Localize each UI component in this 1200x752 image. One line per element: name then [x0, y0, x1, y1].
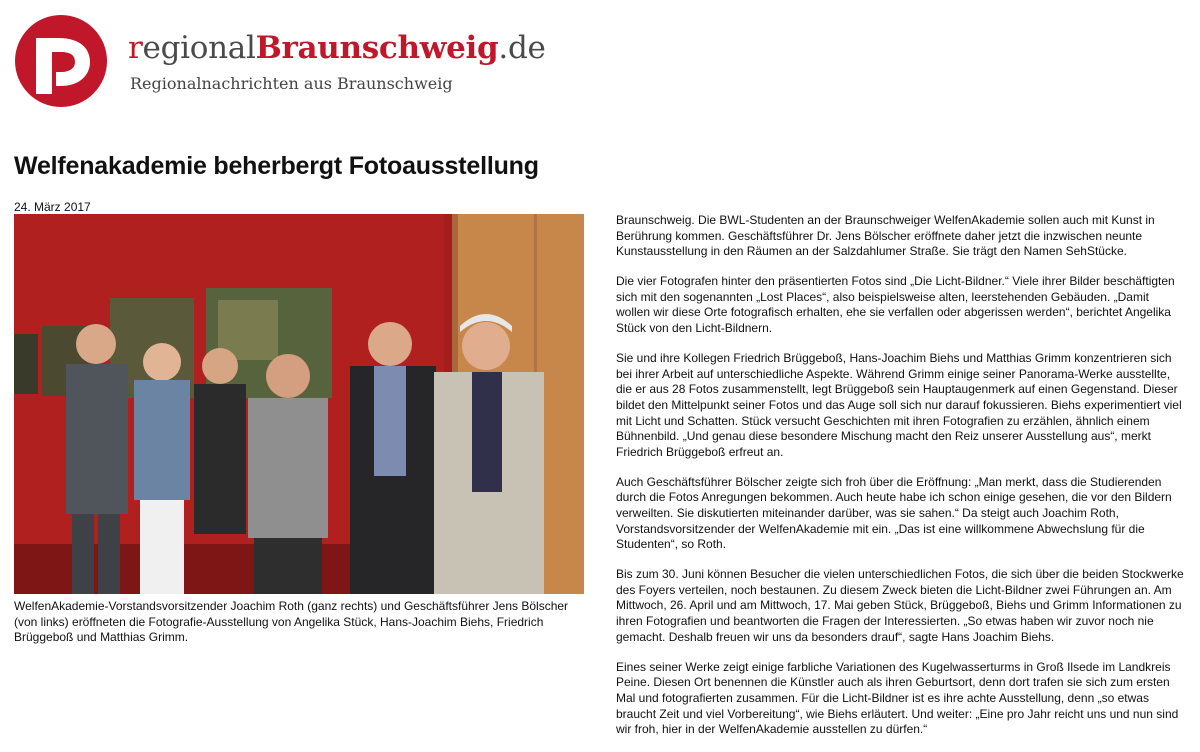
article-paragraph: Die vier Fotografen hinter den präsentierten Fotos sind „Die Licht-Bildner.“ Viele ihrer Bilder beschäftigten sich mit den sogenannten „Lost Places“, also beispielsweise alten, leerstehenden Gebäuden. „Damit wollen wir diese Orte fotografisch erhalten, ehe sie verfallen oder abgerissen werden“, berichtet Angelika Stück von den Licht-Bildnern. [616, 274, 1175, 336]
p-logo-icon[interactable] [14, 14, 108, 108]
group-photo-icon [14, 214, 584, 594]
article-paragraph: Eines seiner Werke zeigt einige farbliche Variationen des Kugelwasserturms in Groß Ilsede im Landkreis Peine. Diesen Ort benennen die Künstler auch als ihren Geburtsort, denn dort trafen sie sich zum ersten Mal und fotografierten zusammen. Für die Licht-Bildner ist es ihre achte Ausstellung, denn „so etwas braucht Zeit und viel Vorbereitung“, wie Biehs erläutert. Und weiter: „Eine pro Jahr reicht uns und nun sind wir froh, hier in der WelfenAkademie ausstellen zu dürfen.“ [616, 659, 1179, 737]
article-body [616, 213, 1186, 752]
site-tagline: Regionalnachrichten aus Braunschweig [130, 74, 453, 93]
brand-prefix: r [128, 30, 143, 66]
brand-tld: .de [498, 30, 546, 66]
article-paragraph: Braunschweig. Die BWL-Studenten an der Braunschweiger WelfenAkademie sollen auch mit Kunst in Berührung kommen. Geschäftsführer Dr. Jens Bölscher eröffnete daher jetzt die inzwischen neunte Kunstausstellung in den Räumen an der Salzdahlumer Straße. Sie trägt den Namen SehStücke. [616, 213, 1155, 259]
site-brand-name[interactable] [128, 30, 546, 66]
article-paragraph: Sie und ihre Kollegen Friedrich Brüggeboß, Hans-Joachim Biehs und Matthias Grimm konzentrieren sich bei ihrer Arbeit auf unterschiedliche Aspekte. Während Grimm einige seiner Panorama-Werke ausstellte, die er aus 28 Fotos zusammenstellt, legt Brüggeboß sein Hauptaugenmerk auf einen Gegenstand. Dieser bildet den Mittelpunkt seiner Fotos und das Auge soll sich nur darauf fokussieren. Biehs experimentiert viel mit Licht und Schatten. Stück versucht Geschichten mit ihren Fotografien zu erzählen, ähnlich einem Bühnenbild. „Und genau diese besondere Mischung macht den Reiz unserer Ausstellung aus“, merkt Friedrich Brüggeboß erfreut an. [616, 351, 1182, 459]
photo-caption: WelfenAkademie-Vorstandsvorsitzender Joachim Roth (ganz rechts) und Geschäftsführer Jens Bölscher (von links) eröffneten die Fotografie-Ausstellung von Angelika Stück, Hans-Joachim Biehs, Friedrich Brüggeboß und Matthias Grimm. [14, 599, 569, 644]
article-paragraph: Auch Geschäftsführer Bölscher zeigte sich froh über die Eröffnung: „Man merkt, dass die Studierenden durch die Fotos Anregungen bekommen. Auch heute habe ich schon einige gesehen, die vor den Bildern verweilten. Sie diskutierten miteinander darüber, was sie sahen.“ Da steigt auch Joachim Roth, Vorstandsvorsitzender der WelfenAkademie mit ein. „Das ist eine willkommene Abwechslung für die Studenten“, so Roth. [616, 474, 1172, 552]
article-photo [14, 214, 584, 594]
article-paragraph: Bis zum 30. Juni können Besucher die vielen unterschiedlichen Fotos, die sich über die beiden Stockwerke des Foyers verteilen, noch bestaunen. Zu diesem Zweck bieten die Licht-Bildner zwei Führungen an. Am Mittwoch, 26. April und am Mittwoch, 17. Mai geben Stück, Brüggeboß, Biehs und Grimm Informationen zu ihren Fotografien und beantworten die Fragen der Interessierten. „So etwas haben wir zuvor noch nie gemacht. Deshalb freuen wir uns da besonders drauf“, sagte Hans Joachim Biehs. [616, 567, 1184, 644]
brand-city: Braunschweig [255, 30, 499, 66]
article-date: 24. März 2017 [14, 200, 91, 214]
article-headline: Welfenakademie beherbergt Fotoausstellung [14, 152, 539, 180]
brand-regional: egional [142, 30, 256, 66]
